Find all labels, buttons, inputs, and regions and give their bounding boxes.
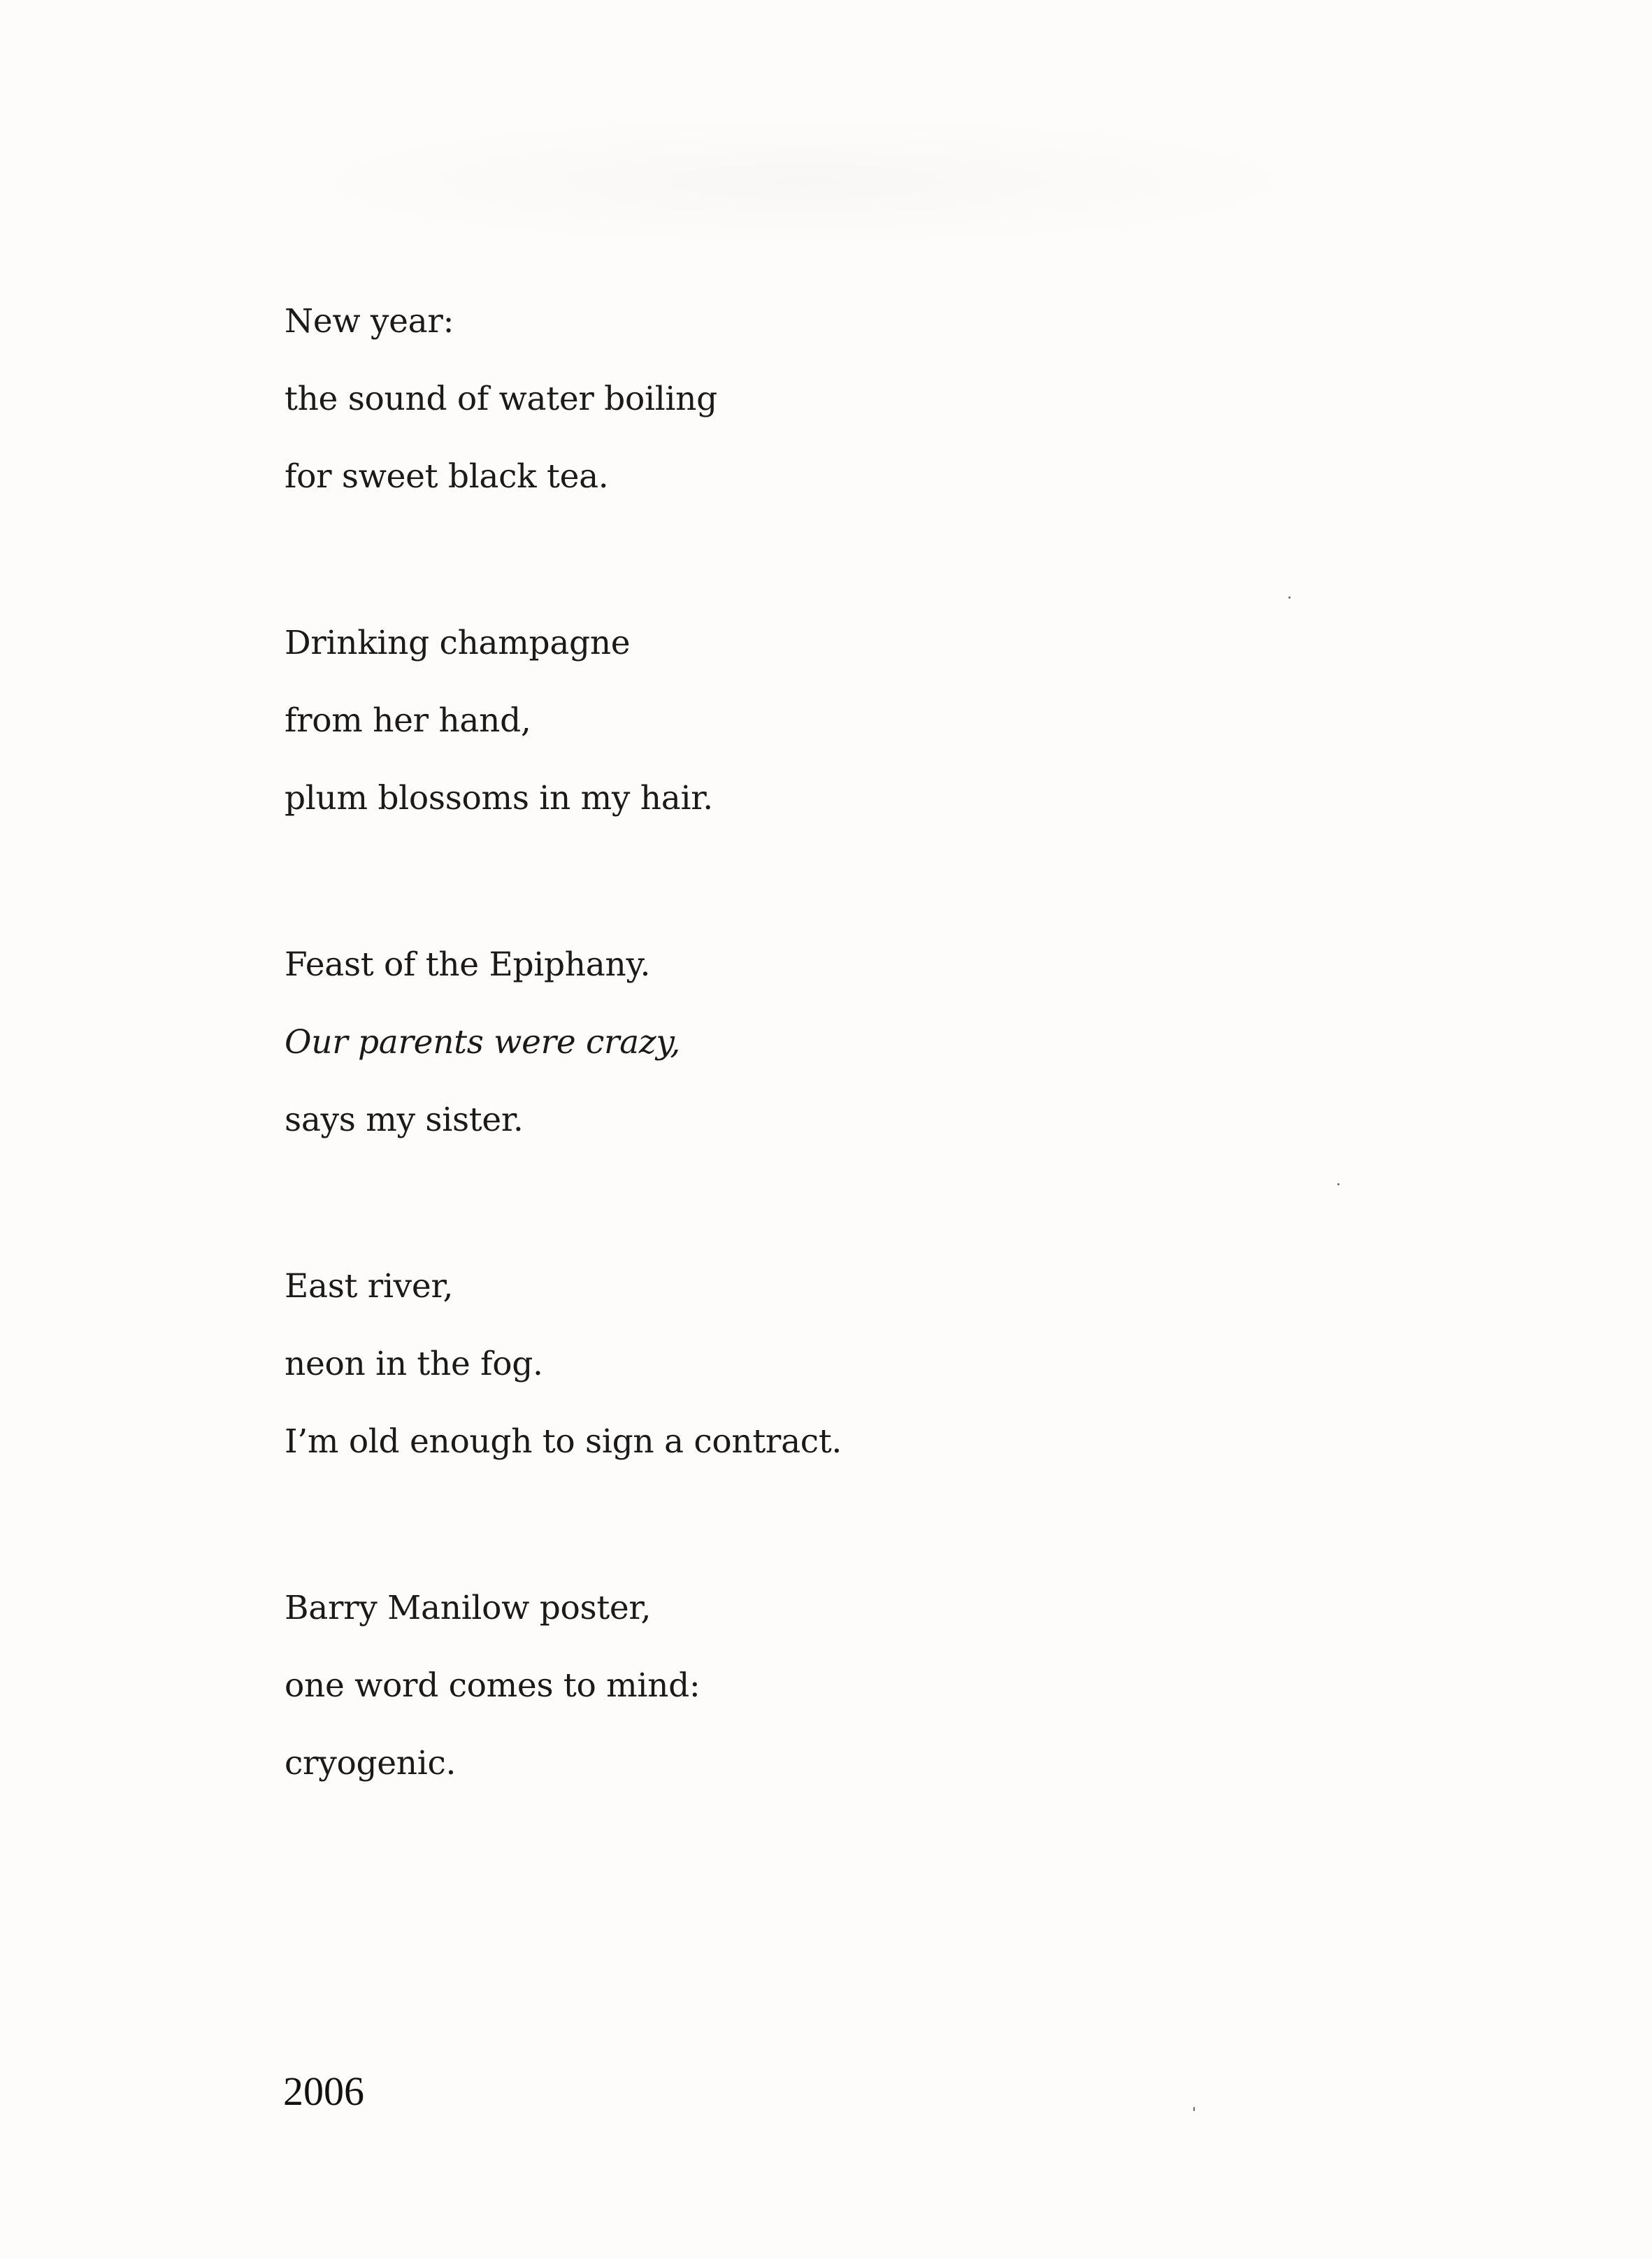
poem-line: Barry Manilow poster, xyxy=(285,1589,652,1627)
poem-line: East river, xyxy=(285,1267,454,1306)
poem-line: one word comes to mind: xyxy=(285,1666,701,1705)
poem-line: from her hand, xyxy=(285,701,531,740)
poem-line: cryogenic. xyxy=(285,1744,457,1782)
poem-line: Drinking champagne xyxy=(285,624,631,662)
poem-line-italic: Our parents were crazy, xyxy=(285,1023,681,1062)
poem-line: plum blossoms in my hair. xyxy=(285,779,713,817)
scan-speck xyxy=(1193,2107,1195,2111)
poem-line: I’m old enough to sign a contract. xyxy=(285,1422,842,1461)
poem-line: the sound of water boiling xyxy=(285,380,717,418)
poem-line: Feast of the Epiphany. xyxy=(285,945,651,984)
poem-line: New year: xyxy=(285,302,454,341)
poem-line: for sweet black tea. xyxy=(285,457,609,496)
scan-speck xyxy=(1337,1183,1339,1185)
poem-line: neon in the fog. xyxy=(285,1345,543,1383)
year: 2006 xyxy=(283,2068,364,2114)
poem-line: says my sister. xyxy=(285,1101,524,1139)
scan-speck xyxy=(1288,596,1291,599)
